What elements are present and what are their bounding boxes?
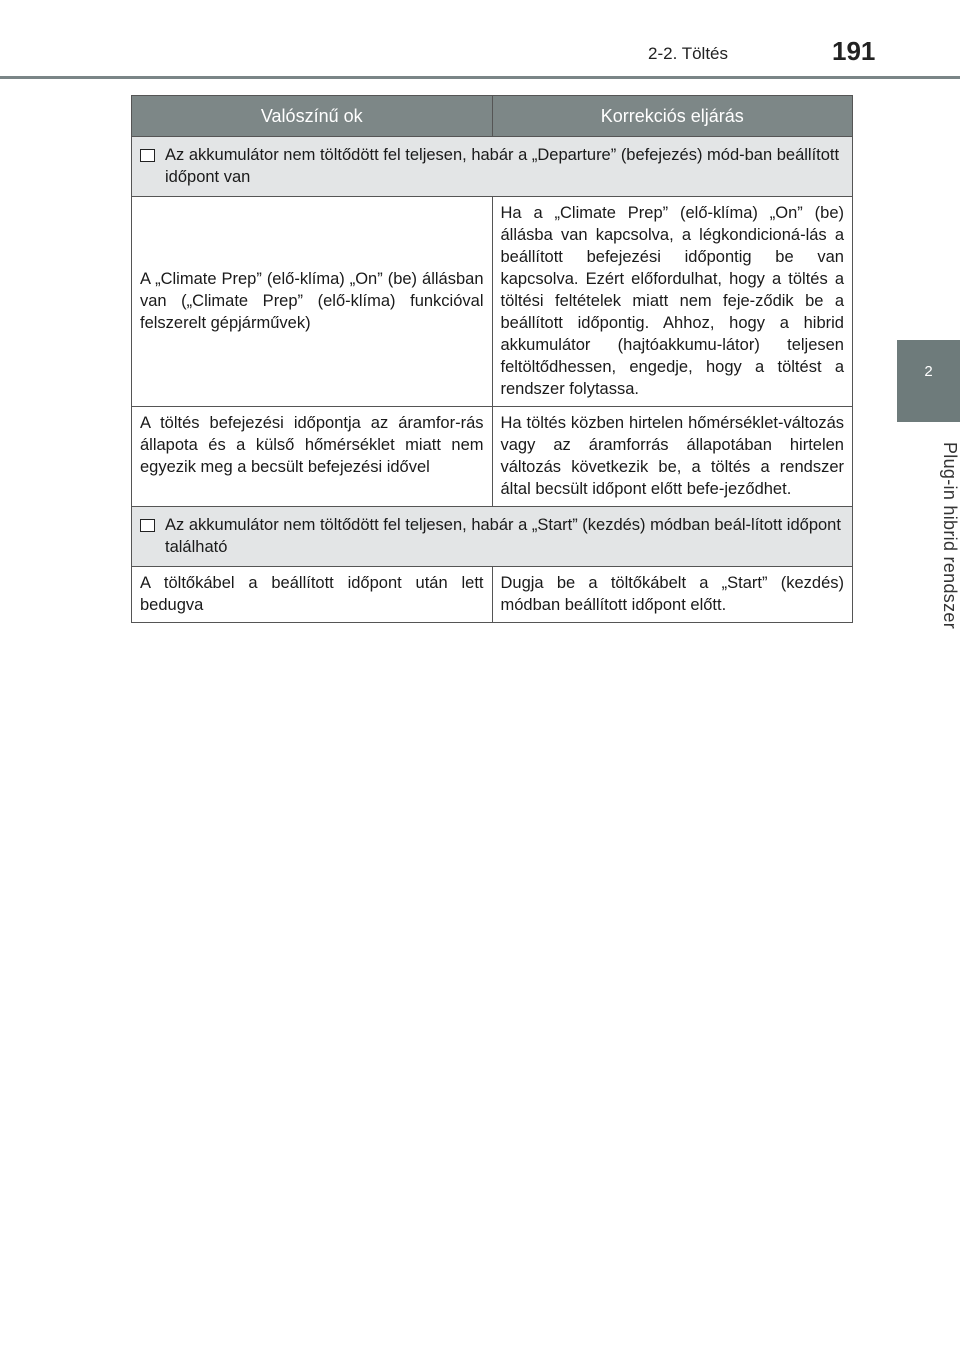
remedy-cell: Ha töltés közben hirtelen hőmérséklet-változás vagy az áramforrás állapotában hirtelen változás következik be, a töltés a rendszer által becsült időpont előtt befe-jeződhet. <box>492 407 853 507</box>
remedy-cell: Dugja be a töltőkábelt a „Start” (kezdés) módban beállított időpont előtt. <box>492 567 853 623</box>
cause-cell: A töltés befejezési időpontja az áramfor-rás állapota és a külső hőmérséklet miatt nem egyezik meg a becsült befejezési idővel <box>132 407 493 507</box>
table-row <box>132 197 853 407</box>
table-row <box>132 567 853 623</box>
cause-cell: A töltőkábel a beállított időpont után lett bedugva <box>132 567 493 623</box>
cause-cell: A „Climate Prep” (elő-klíma) „On” (be) állásban van („Climate Prep” (elő-klíma) funkcióval felszerelt gépjárművek) <box>132 197 493 407</box>
chapter-label: Plug-in hibrid rendszer <box>940 441 960 629</box>
page-number: 191 <box>832 36 876 66</box>
remedy-cell: Ha a „Climate Prep” (elő-klíma) „On” (be) állásba van kapcsolva, a légkondicioná-lás a beállított befejezési időpontig be van kapcsolva. Ezért előfordulhat, hogy a töltés a töltési feltételek miatt nem feje-ződik be a beállított időpontig. Ahhoz, hogy a hibrid akkumulátor (hajtóakkumu-látor) teljesen feltöltődhessen, engedje, hogy a töltést a rendszer folytassa. <box>492 197 853 407</box>
condition-text: Az akkumulátor nem töltődött fel teljesen, habár a „Start” (kezdés) módban beál-lított időpont található <box>165 516 841 556</box>
condition-text: Az akkumulátor nem töltődött fel teljesen, habár a „Departure” (befejezés) mód-ban beállított időpont van <box>165 146 840 186</box>
column-header-remedy: Korrekciós eljárás <box>492 96 853 137</box>
column-header-cause: Valószínű ok <box>132 96 493 137</box>
checkbox-icon <box>140 519 155 532</box>
condition-row <box>132 507 853 567</box>
chapter-tab: 2 <box>897 340 960 422</box>
header-divider <box>0 76 960 79</box>
section-title: 2-2. Töltés <box>648 44 729 63</box>
checkbox-icon <box>140 149 155 162</box>
condition-row <box>132 137 853 197</box>
table-row <box>132 407 853 507</box>
table-header-row <box>132 96 853 137</box>
troubleshooting-table <box>131 95 853 623</box>
